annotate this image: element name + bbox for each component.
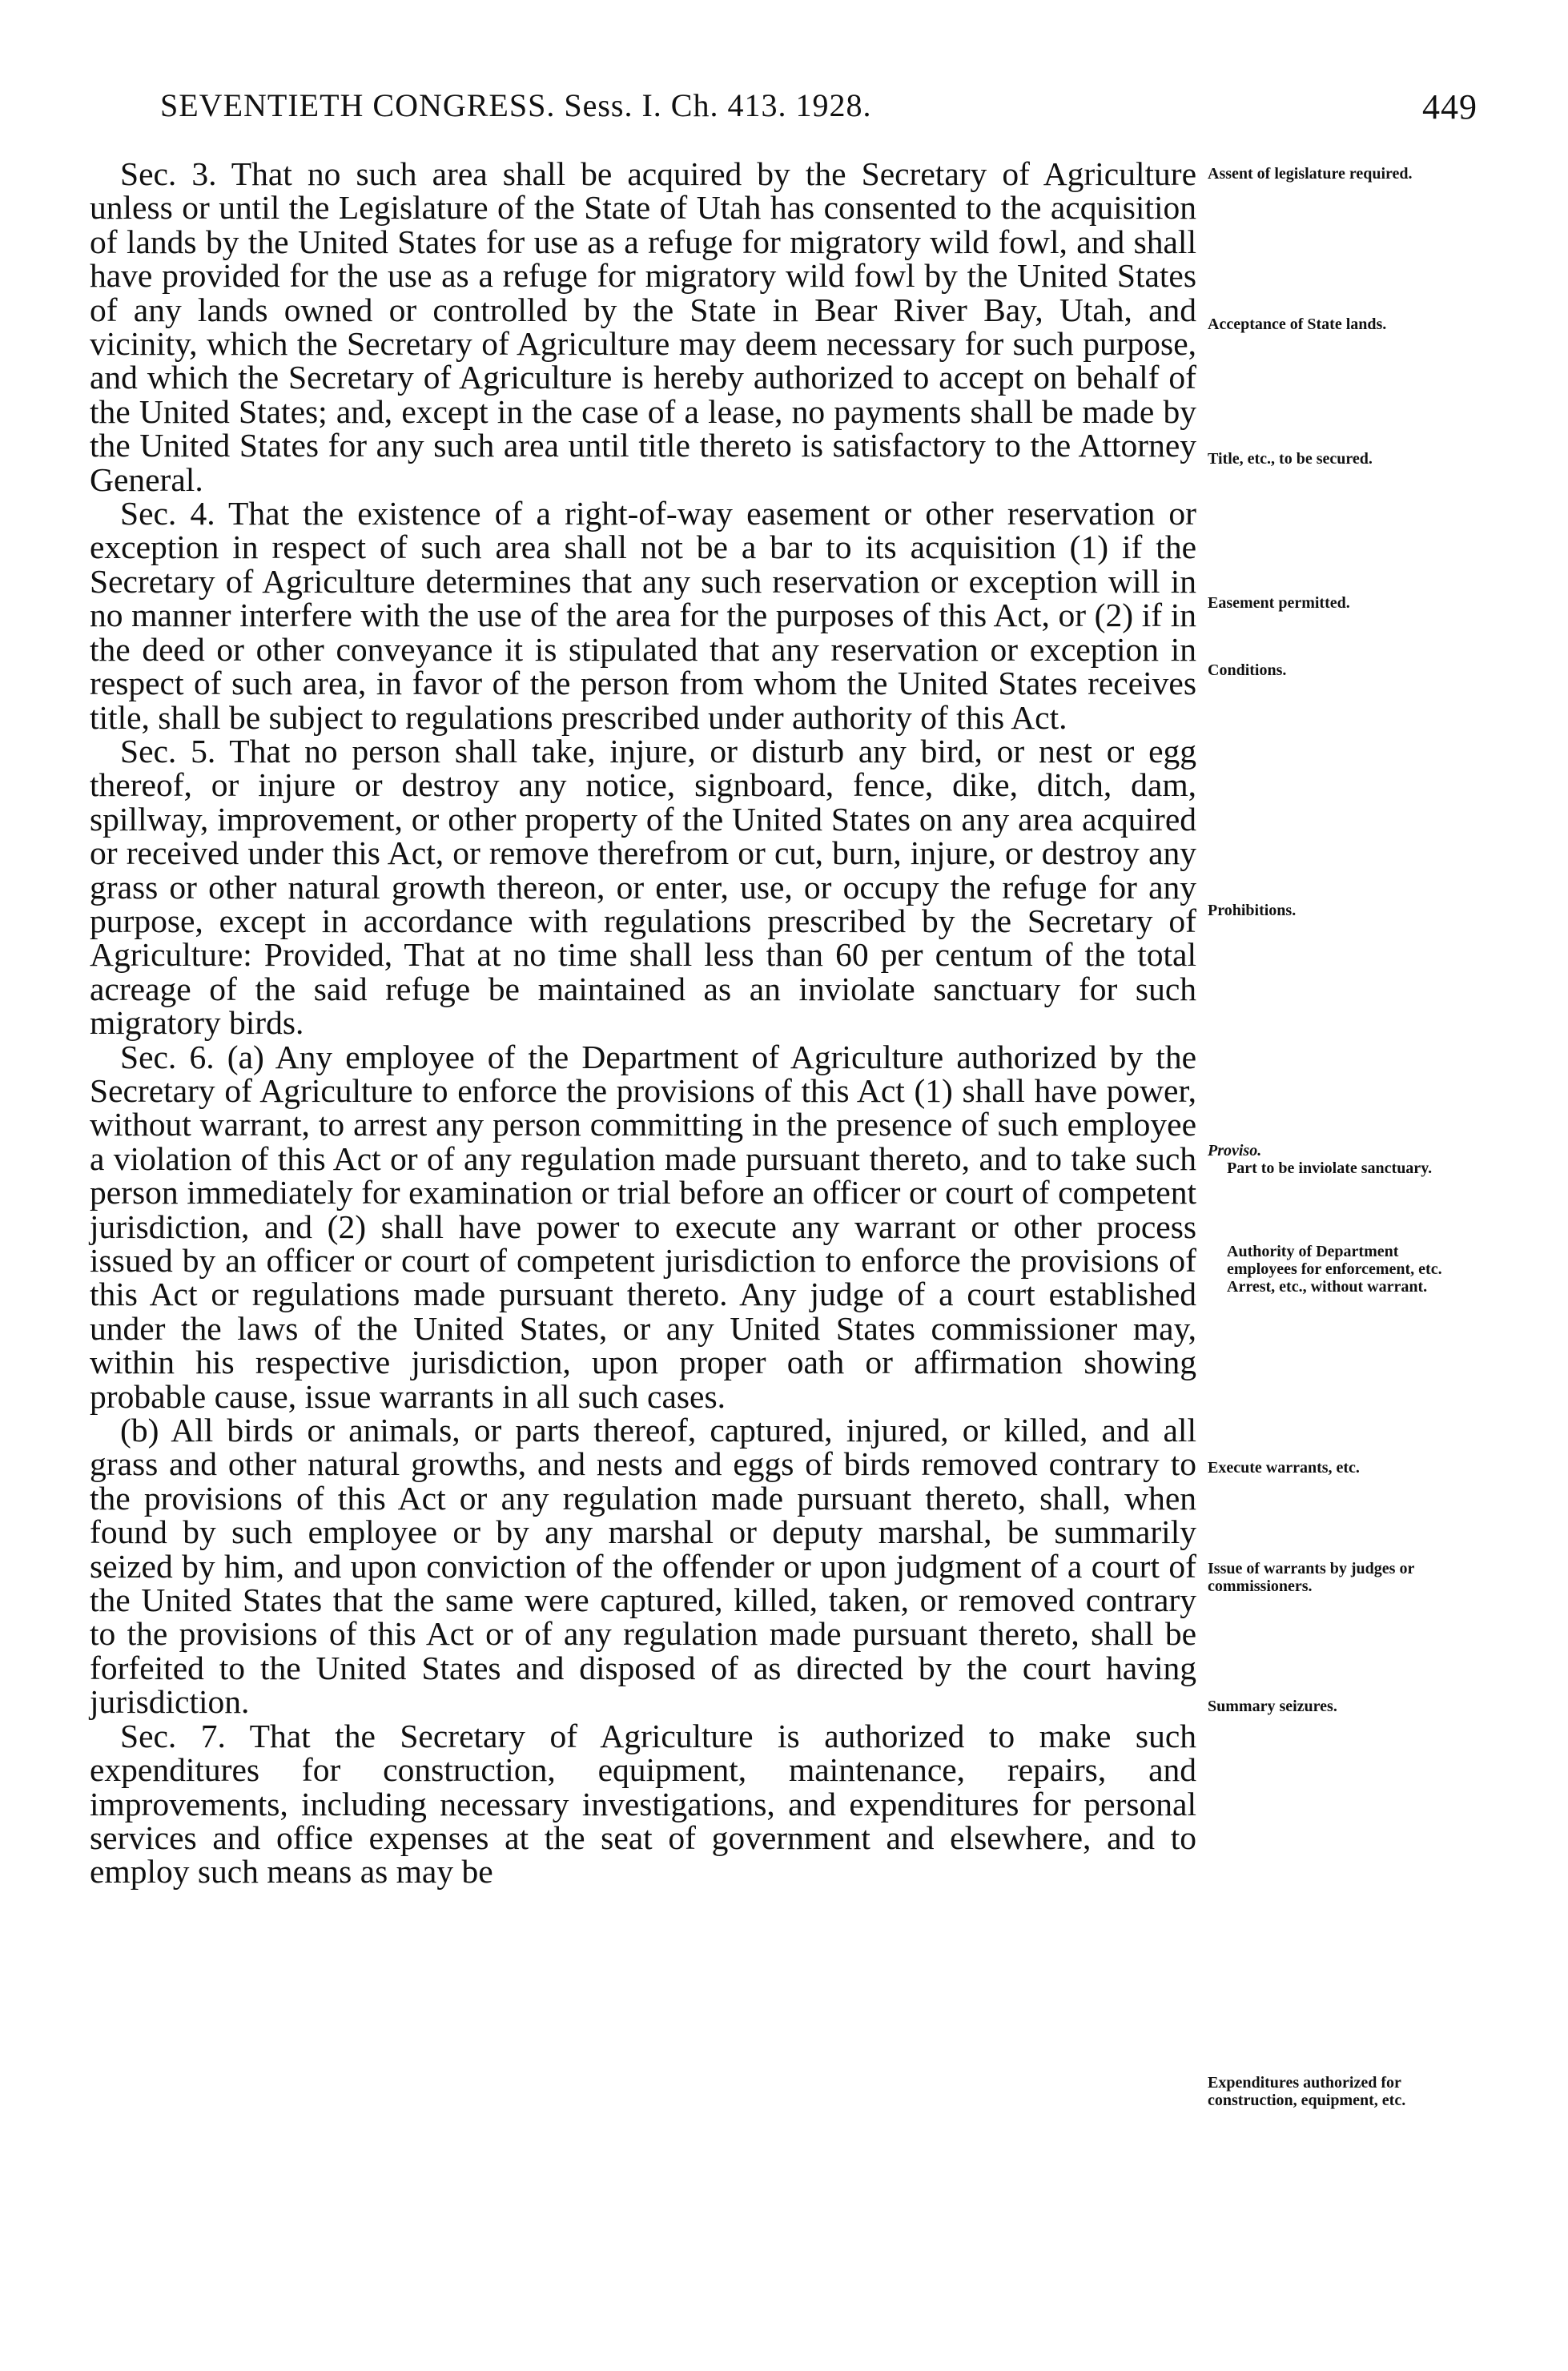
- running-header: [160, 86, 1478, 135]
- margin-note-authority-group: [1208, 1243, 1468, 1296]
- margin-note-summary: Summary seizures.: [1208, 1698, 1337, 1715]
- paragraph-sec-4: Sec. 4. That the existence of a right-of-way easement or other reservation or exception in respect of such area shall not be a bar to its acquisition (1) if the Secretary of Agriculture determines that any such reservation or exception will in no manner interfere with the use of the area for the purposes of this Act, or (2) if in the deed or other conveyance it is stipulated that any reservation or exception in respect of such area, in favor of the person from whom the United States receives title, shall be subject to regulations prescribed under authority of this Act.: [90, 495, 1196, 736]
- paragraph-sec-5: Sec. 5. That no person shall take, injure, or disturb any bird, or nest or egg thereof, or injure or destroy any notice, signboard, fence, dike, ditch, dam, spillway, improvement, or other property of the United States on any area acquired or received under this Act, or remove therefrom or cut, burn, injure, or destroy any grass or other natural growth thereon, or enter, use, or occupy the refuge for any purpose, except in accordance with regulations prescribed by the Secretary of Agriculture: Provided, That at no time shall less than 60 per centum of the total acreage of the said refuge be maintained as an inviolate sanctuary for such migratory birds.: [90, 732, 1196, 1042]
- paragraph-sec-6b: (b) All birds or animals, or parts thereof, captured, injured, or killed, and all grass and other natural growths, and nests and eggs of birds removed contrary to the provisions of this Act or any regulation made pursuant thereto, shall, when found by such employee or by any marshal or deputy marshal, be summarily seized by him, and upon conviction of the offender or upon judgment of a court of the United States that the same were captured, killed, taken, or removed contrary to the provisions of this Act or of any regulation made pursuant thereto, shall be forfeited to the United States and disposed of as directed by the court having jurisdiction.: [90, 1412, 1196, 1721]
- body-text: [90, 157, 1196, 1889]
- margin-note-expenditures: Expenditures authorized for construction, equipment, etc.: [1208, 2074, 1406, 2109]
- margin-note-proviso: Proviso.: [1208, 1142, 1262, 1159]
- paragraph-sec-6a: Sec. 6. (a) Any employee of the Department of Agriculture authorized by the Secretary of Agriculture to enforce the provisions of this Act (1) shall have power, without warrant, to arrest any person committing in the presence of such employee a violation of this Act or of any regulation made pursuant thereto, and to take such person immediately for examination or trial before an officer or court of competent jurisdiction, and (2) shall have power to execute any warrant or other process issued by an officer or court of competent jurisdiction to enforce the provisions of this Act or regulations made pursuant thereto. Any judge of a court established under the laws of the United States, or any United States commissioner may, within his respective jurisdiction, upon proper oath or affirmation showing probable cause, issue warrants in all such cases.: [90, 1038, 1196, 1415]
- margin-note-title: Title, etc., to be secured.: [1208, 450, 1373, 468]
- margin-note-conditions: Conditions.: [1208, 661, 1287, 679]
- margin-note-assent: Assent of legislature required.: [1208, 165, 1413, 183]
- margin-note-prohibitions: Prohibitions.: [1208, 902, 1297, 919]
- margin-note-arrest: Arrest, etc., without warrant.: [1227, 1278, 1428, 1296]
- margin-note-execute: Execute warrants, etc.: [1208, 1459, 1360, 1477]
- margin-note-part-inviolate: Part to be inviolate sanctuary.: [1227, 1159, 1433, 1177]
- margin-note-acceptance: Acceptance of State lands.: [1208, 315, 1387, 333]
- paragraph-sec-7: Sec. 7. That the Secretary of Agriculture is authorized to make such expenditures for construction, equipment, maintenance, repairs, and improvements, including necessary investigations, and expenditures for personal services and office expenses at the seat of government and elsewhere, and to employ such means as may be: [90, 1717, 1196, 1891]
- margin-note-issue: Issue of warrants by judges or commissioners.: [1208, 1560, 1414, 1595]
- header-title: SEVENTIETH CONGRESS. Sess. I. Ch. 413. 1928.: [160, 87, 872, 123]
- margin-note-authority: Authority of Department employees for enforcement, etc.: [1227, 1243, 1442, 1278]
- margin-note-proviso-group: [1208, 1142, 1468, 1177]
- paragraph-sec-3: Sec. 3. That no such area shall be acquired by the Secretary of Agriculture unless or until the Legislature of the State of Utah has consented to the acquisition of lands by the United States for use as a refuge for migratory wild fowl, and shall have provided for the use as a refuge for migratory wild fowl by the United States of any lands owned or controlled by the State in Bear River Bay, Utah, and vicinity, which the Secretary of Agriculture may deem necessary for such purpose, and which the Secretary of Agriculture is hereby authorized to accept on behalf of the United States; and, except in the case of a lease, no payments shall be made by the United States for any such area until title thereto is satisfactory to the Attorney General.: [90, 155, 1196, 498]
- margin-note-easement: Easement permitted.: [1208, 594, 1350, 612]
- page-number: 449: [1422, 87, 1478, 127]
